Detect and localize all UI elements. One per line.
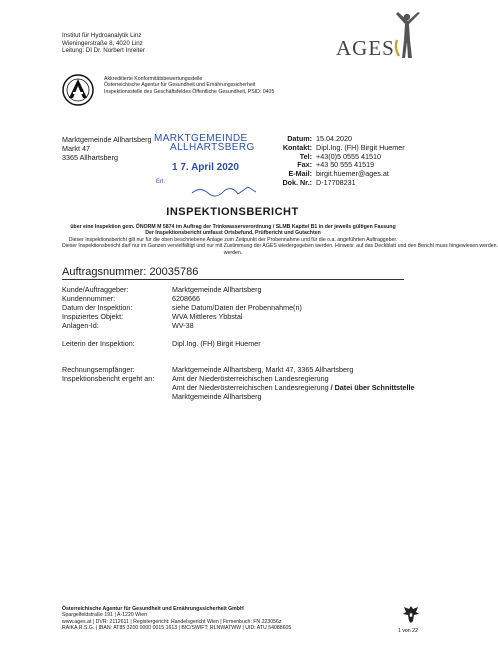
recipient-name: Marktgemeinde Allhartsberg bbox=[62, 135, 152, 144]
ages-logo: AGES bbox=[336, 36, 395, 60]
field-row-customer-number: Kundennummer: 6208666 bbox=[62, 294, 200, 303]
accreditation-line-3: Inspektionsstelle des Geschäftsfeldes Öffentliche Gesundheit, PSID: 0405 bbox=[104, 88, 275, 95]
page-number: 1 von 22 bbox=[398, 628, 418, 634]
received-stamp bbox=[150, 134, 260, 196]
contact-block bbox=[258, 135, 438, 188]
intro-line-5: werden. bbox=[223, 249, 243, 256]
recipient-address bbox=[62, 136, 162, 162]
institute-header bbox=[62, 32, 192, 55]
field-row-inspection-lead: Leiterin der Inspektion: Dipl.Ing. (FH) Birgit Huemer bbox=[62, 339, 261, 348]
institute-head: Leitung: DI Dr. Norbert Inreiter bbox=[62, 47, 145, 55]
stamp-signature-icon bbox=[190, 184, 260, 196]
footer bbox=[62, 606, 382, 632]
field-row-inspection-date: Datum der Inspektion: siehe Datum/Daten der Probennahme(n) bbox=[62, 303, 302, 312]
field-row-report-to-3: Marktgemeinde Allhartsberg bbox=[172, 392, 262, 401]
field-row-client: Kunde/Auftraggeber: Marktgemeinde Allhartsberg bbox=[62, 285, 262, 294]
field-row-report-to-2: Amt der Niederösterreichischen Landesregierung / Datei über Schnittstelle bbox=[172, 383, 415, 392]
contact-row-fax: Fax: +43 50 555 41519 bbox=[297, 160, 375, 170]
report-intro bbox=[62, 224, 498, 256]
footer-address: Spargelfeldstraße 191 | A-1220 Wien bbox=[62, 612, 147, 619]
accreditation-line-2: Österreichische Agentur für Gesundheit und Ernährungssicherheit bbox=[104, 82, 256, 89]
intro-line-4: Dieser Inspektionsbericht darf nur im Ganzen vervielfältigt und nur mit Zustimmung der AGES wiedergegeben werden. Hinweis: auf das Deckblatt und den Bericht muss hingewiesen werden. bbox=[62, 243, 498, 250]
accreditation-line-1: Akkreditierte Konformitätsbewertungsstelle bbox=[104, 76, 203, 82]
accreditation-text bbox=[104, 76, 344, 95]
report-title: INSPEKTIONSBERICHT bbox=[166, 206, 299, 218]
contact-row-email[interactable]: E-Mail: birgit.huemer@ages.at bbox=[288, 169, 389, 179]
recipient-city: 3365 Allhartsberg bbox=[62, 152, 118, 162]
footer-bank: RAIKA R.S.G. | IBAN: AT85 3200 0000 0015 1613 | BIC/SWIFT: RLNWATWW | UID: ATU 54088605 bbox=[62, 625, 292, 632]
field-row-report-to-1: Inspektionsbericht ergeht an: Amt der Niederösterreichischen Landesregierung bbox=[62, 374, 329, 383]
intro-line-1: über eine Inspektion gem. ÖNORM M 5874 im Auftrag der Trinkwasserverordnung / SLMB Kapitel B1 in der jeweils gültigen Fassung bbox=[70, 224, 396, 230]
accreditation-seal-icon bbox=[62, 74, 94, 106]
contact-row-docnr: Dok. Nr.: D-17708231 bbox=[282, 177, 356, 187]
stamp-municipality: MARKTGEMEINDE bbox=[154, 133, 248, 144]
recipient-street: Markt 47 bbox=[62, 143, 90, 153]
email-link[interactable]: birgit.huemer@ages.at bbox=[316, 169, 389, 179]
stamp-erl: Erl. bbox=[156, 179, 165, 185]
order-divider bbox=[62, 279, 404, 280]
field-row-invoice-recipient: Rechnungsempfänger: Marktgemeinde Allhartsberg, Markt 47, 3365 Allhartsberg bbox=[62, 365, 354, 374]
order-value: 20035786 bbox=[149, 266, 199, 278]
intro-line-2: Der Inspektionsbericht umfasst Ortsbefund, Prüfbericht und Gutachten bbox=[145, 230, 321, 237]
footer-register: www.ages.at | DVR: 2112611 | Registergericht: Handelsgericht Wien | Firmenbuch: FN 223056z bbox=[62, 618, 282, 625]
field-row-object: Inspiziertes Objekt: WVA Mittleres Ybbstal bbox=[62, 312, 243, 321]
footer-company: Österreichische Agentur für Gesundheit und Ernährungssicherheit GmbH bbox=[62, 606, 244, 612]
contact-row-phone: Tel: +43(0)5 0555 41510 bbox=[299, 151, 381, 161]
ages-figure-icon bbox=[393, 10, 423, 60]
institute-name: Institut für Hydroanalytik Linz bbox=[62, 32, 142, 39]
contact-row-person: Kontakt: Dipl.Ing. (FH) Birgit Huemer bbox=[282, 142, 405, 152]
institute-address: Wieningerstraße 8, 4020 Linz bbox=[62, 39, 143, 47]
intro-line-3: Dieser Inspektionsbericht gilt nur für die oben beschriebene Anlage zum Zeitpunkt der Probennahme und für die o.a. angeführten Auftraggeber. bbox=[68, 236, 398, 243]
stamp-town: ALLHARTSBERG bbox=[170, 142, 255, 153]
stamp-date: 1 7. April 2020 bbox=[172, 162, 239, 173]
order-label: Auftragsnummer: bbox=[62, 266, 147, 278]
contact-row-date: Datum: 15.04.2020 bbox=[287, 134, 352, 143]
austrian-eagle-icon bbox=[402, 604, 420, 624]
field-row-facility-id: Anlagen-Id: WV-38 bbox=[62, 321, 194, 330]
order-number bbox=[62, 266, 198, 278]
